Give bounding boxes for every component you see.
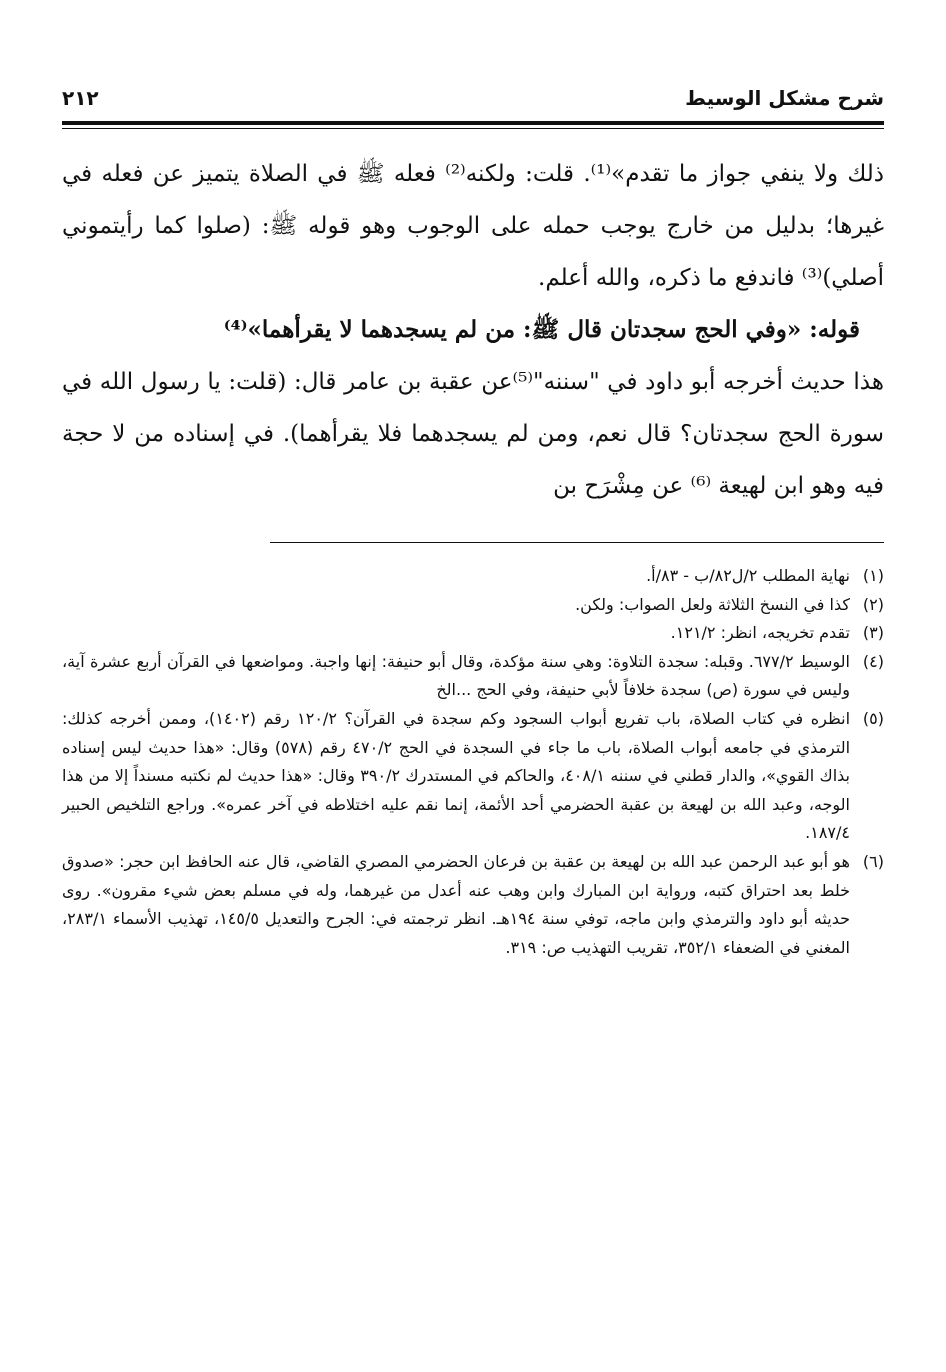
footnote-text: انظره في كتاب الصلاة، باب تفريع أبواب السجود وكم سجدة في القرآن؟ ١٢٠/٢ رقم (١٤٠٢)، وممن أخرجه كذلك: الترمذي في جامعه أبواب الصلاة، باب ما جاء في السجدة في الحج ٤٧٠/٢ رقم (٥٧٨) وقال: «هذا حديث ليس إسناده بذاك القوي»، والدار قطني في سننه ٤٠٨/١، والحاكم في المستدرك ٣٩٠/٢ وقال: «هذا حديث لم نكتبه مسنداً إلا من هذا الوجه، وعبد الله بن لهيعة بن عقبة الحضرمي أحد الأئمة، إنما نقم عليه اختلاطه في آخر عمره». وراجع التلخيص الحبير ١٨٧/٤. <box>62 708 851 843</box>
main-text <box>62 148 884 512</box>
footnote-5 <box>62 705 884 848</box>
footnote-number: (٦) <box>862 851 884 871</box>
footnote-1 <box>62 562 884 591</box>
footnote-number: (٢) <box>862 594 884 614</box>
footnote-6 <box>62 848 884 962</box>
quoted-statement: قوله: «وفي الحج سجدتان قال ﷺ: من لم يسجدهما لا يقرأهما»⁽⁴⁾ <box>223 316 860 343</box>
header-rule-thick <box>62 121 884 125</box>
footnote-text: كذا في النسخ الثلاثة ولعل الصواب: ولكن. <box>575 594 850 614</box>
footnote-3 <box>62 619 884 648</box>
footnote-text: الوسيط ٦٧٧/٢. وقبله: سجدة التلاوة: وهي سنة مؤكدة، وقال أبو حنيفة: إنها واجبة. ومواضعها في القرآن أربع عشرة آية، وليس في سورة (ص) سجدة خلافاً لأبي حنيفة، وفي الحج ...الخ <box>62 651 850 700</box>
footnote-2 <box>62 591 884 620</box>
footnote-text: هو أبو عبد الرحمن عبد الله بن لهيعة بن عقبة بن فرعان الحضرمي المصري القاضي، قال عنه الحافظ ابن حجر: «صدوق خلط بعد احتراق كتبه، ورواية ابن المبارك وابن وهب عنه أعدل من غيرهما، وله في مسلم بعض شيء مقرون». روى حديثه أبو داود والترمذي وابن ماجه، توفي سنة ١٩٤هـ. انظر ترجمته في: الجرح والتعديل ١٤٥/٥، تهذيب الأسماء ٢٨٣/١، المغني في الضعفاء ٣٥٢/١، تقريب التهذيب ص: ٣١٩. <box>62 851 851 957</box>
footnote-number: (١) <box>862 566 884 585</box>
footnotes <box>62 562 884 962</box>
footnote-4 <box>62 648 884 705</box>
footnote-number: (٥) <box>862 708 884 728</box>
footnote-number: (٤) <box>862 651 884 671</box>
footnote-number: (٣) <box>862 623 884 643</box>
running-header <box>62 86 884 124</box>
main-paragraph-1: ذلك ولا ينفي جواز ما تقدم»⁽¹⁾. قلت: ولكنه⁽²⁾ فعله ﷺ في الصلاة يتميز عن فعله في غيرها؛ بدليل من خارج يوجب حمله على الوجوب وهو قوله ﷺ: (صلوا كما رأيتموني أصلي)⁽³⁾ فاندفع ما ذكره، والله أعلم. <box>62 161 884 291</box>
page-number: ٢١٢ <box>62 86 99 110</box>
footnote-text: تقدم تخريجه، انظر: ١٢١/٢. <box>670 623 850 643</box>
main-paragraph-2: هذا حديث أخرجه أبو داود في "سننه"⁽⁵⁾عن عقبة بن عامر قال: (قلت: يا رسول الله في سورة الحج سجدتان؟ قال نعم، ومن لم يسجدهما فلا يقرأهما). في إسناده من لا حجة فيه وهو ابن لهيعة ⁽⁶⁾ عن مِشْرَح بن <box>62 369 884 499</box>
header-rule-thin <box>62 128 884 129</box>
running-title: شرح مشكل الوسيط <box>685 86 884 110</box>
footnote-separator <box>270 542 884 543</box>
footnote-text: نهاية المطلب ٢/ل٨٢/ب - ٨٣/أ. <box>646 566 850 585</box>
